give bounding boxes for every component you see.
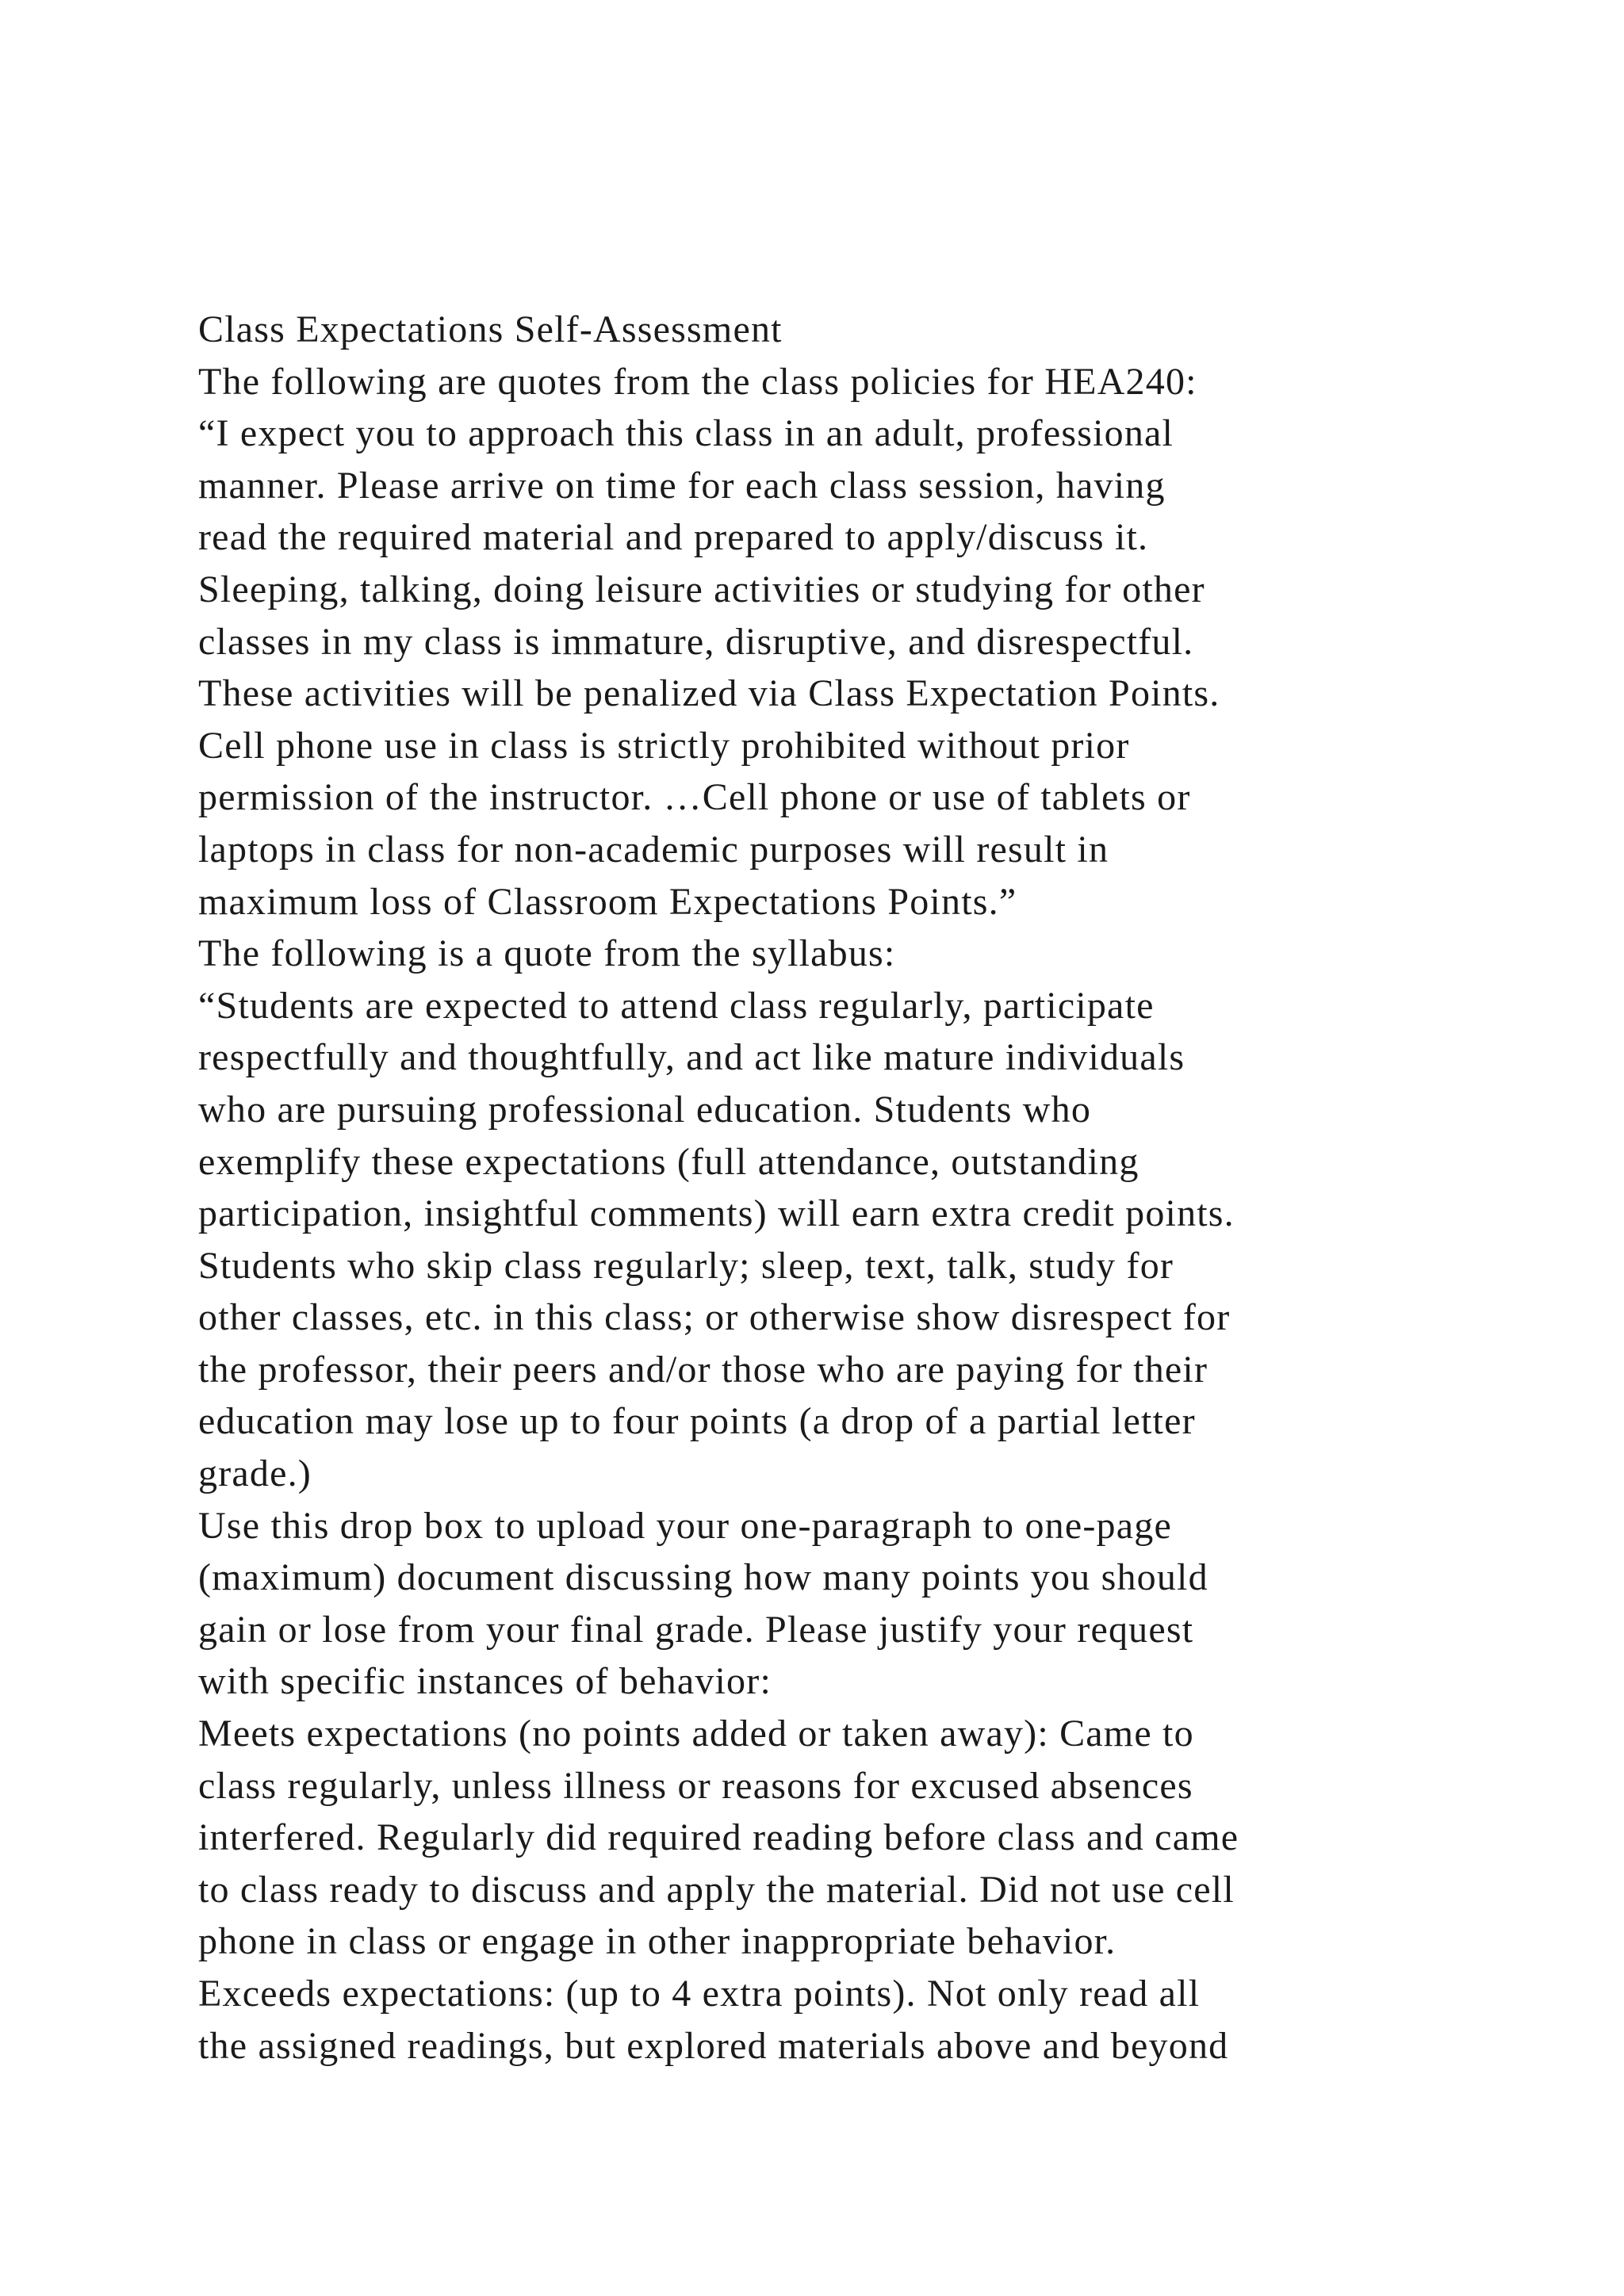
document-title: Class Expectations Self-Assessment xyxy=(198,308,783,350)
text-line: Cell phone use in class is strictly prohibited without prior xyxy=(198,724,1130,767)
text-line: Sleeping, talking, doing leisure activities or studying for other xyxy=(198,568,1205,610)
text-line: Exceeds expectations: (up to 4 extra points). Not only read all xyxy=(198,1973,1201,2015)
text-line: These activities will be penalized via Class Expectation Points. xyxy=(198,672,1220,715)
text-line: The following are quotes from the class policies for HEA240: xyxy=(198,360,1197,403)
text-line: “I expect you to approach this class in an adult, professional xyxy=(198,412,1174,455)
text-line: Use this drop box to upload your one-paragraph to one-page xyxy=(198,1504,1172,1547)
text-line: (maximum) document discussing how many points you should xyxy=(198,1556,1208,1599)
text-line: to class ready to discuss and apply the material. Did not use cell xyxy=(198,1868,1235,1911)
text-line: the assigned readings, but explored materials above and beyond xyxy=(198,2024,1229,2067)
text-line: “Students are expected to attend class regularly, participate xyxy=(198,984,1155,1027)
text-line: permission of the instructor. …Cell phone or use of tablets or xyxy=(198,776,1191,819)
text-line: participation, insightful comments) will earn extra credit points. xyxy=(198,1192,1235,1235)
text-line: education may lose up to four points (a drop of a partial letter xyxy=(198,1400,1196,1443)
text-line: manner. Please arrive on time for each class session, having xyxy=(198,464,1166,507)
text-line: exemplify these expectations (full attendance, outstanding xyxy=(198,1140,1139,1183)
text-line: maximum loss of Classroom Expectations Points.” xyxy=(198,880,1017,923)
text-line: other classes, etc. in this class; or otherwise show disrespect for xyxy=(198,1296,1231,1339)
text-line: respectfully and thoughtfully, and act like mature individuals xyxy=(198,1036,1185,1079)
text-line: laptops in class for non-academic purposes will result in xyxy=(198,828,1109,871)
text-line: with specific instances of behavior: xyxy=(198,1660,772,1703)
text-line: The following is a quote from the syllabus: xyxy=(198,932,896,975)
text-line: the professor, their peers and/or those who are paying for their xyxy=(198,1348,1208,1391)
text-line: grade.) xyxy=(198,1452,312,1495)
text-line: interfered. Regularly did required reading before class and came xyxy=(198,1816,1239,1859)
text-line: gain or lose from your final grade. Please justify your request xyxy=(198,1608,1194,1651)
text-line: Meets expectations (no points added or taken away): Came to xyxy=(198,1712,1194,1755)
text-line: classes in my class is immature, disruptive, and disrespectful. xyxy=(198,620,1194,663)
document-body xyxy=(198,304,1467,2072)
text-line: Students who skip class regularly; sleep, text, talk, study for xyxy=(198,1244,1174,1287)
text-line: read the required material and prepared to apply/discuss it. xyxy=(198,516,1149,559)
text-line: phone in class or engage in other inappropriate behavior. xyxy=(198,1920,1116,1963)
text-line: class regularly, unless illness or reasons for excused absences xyxy=(198,1764,1193,1807)
text-line: who are pursuing professional education. Students who xyxy=(198,1088,1092,1131)
